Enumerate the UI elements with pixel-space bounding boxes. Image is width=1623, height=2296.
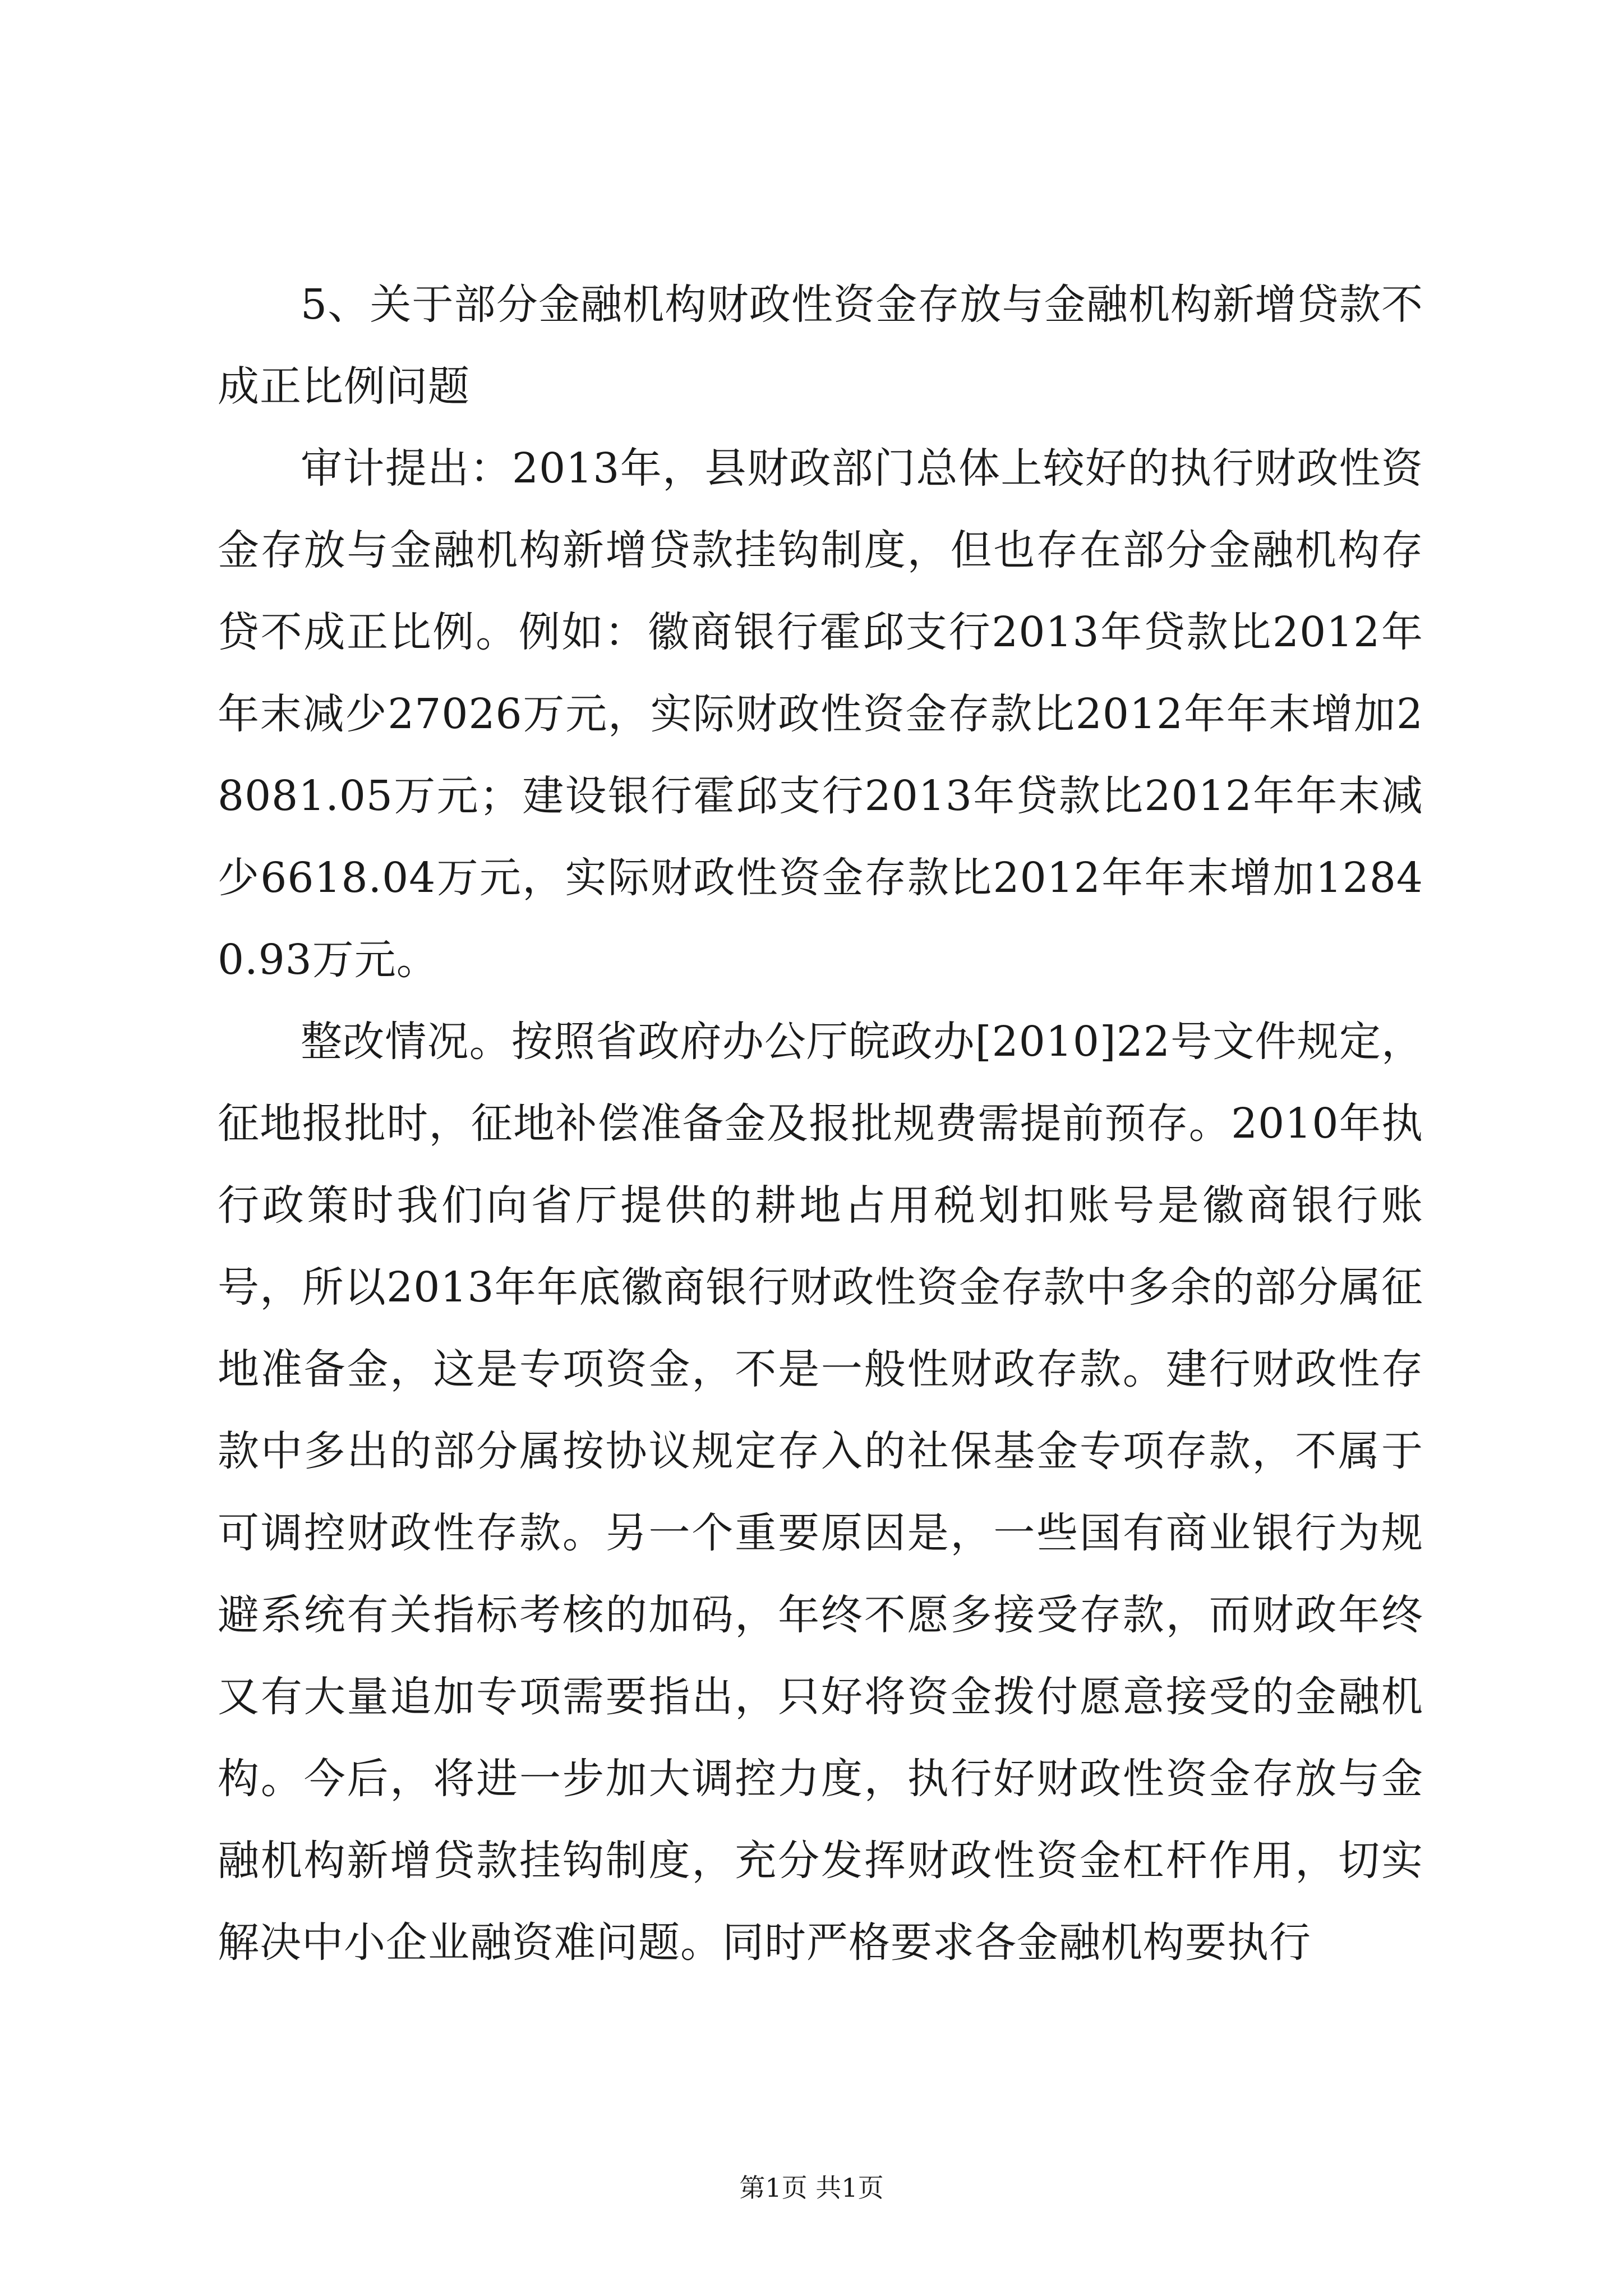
document-body <box>218 264 1423 1984</box>
page-number-footer: 第1页 共1页 <box>739 2173 884 2203</box>
rectification-paragraph: 整改情况。按照省政府办公厅皖政办[2010]22号文件规定，征地报批时，征地补偿准备金及报批规费需提前预存。2010年执行政策时我们向省厅提供的耕地占用税划扣账号是徽商银行账号，所以2013年年底徽商银行财政性资金存款中多余的部分属征地准备金，这是专项资金，不是一般性财政存款。建行财政性存款中多出的部分属按协议规定存入的社保基金专项存款，不属于可调控财政性存款。另一个重要原因是，一些国有商业银行为规避系统有关指标考核的加码，年终不愿多接受存款，而财政年终又有大量追加专项需要指出，只好将资金拨付愿意接受的金融机构。今后，将进一步加大调控力度，执行好财政性资金存放与金融机构新增贷款挂钩制度，充分发挥财政性资金杠杆作用，切实解决中小企业融资难问题。同时严格要求各金融机构要执行 <box>218 1018 1423 1967</box>
section-heading-paragraph: 5、关于部分金融机构财政性资金存放与金融机构新增贷款不成正比例问题 <box>218 280 1423 411</box>
audit-finding-paragraph: 审计提出：2013年，县财政部门总体上较好的执行财政性资金存放与金融机构新增贷款挂钩制度，但也存在部分金融机构存贷不成正比例。例如：徽商银行霍邱支行2013年贷款比2012年年末减少27026万元，实际财政性资金存款比2012年年末增加28081.05万元；建设银行霍邱支行2013年贷款比2012年年末减少6618.04万元，实际财政性资金存款比2012年年末增加12840.93万元。 <box>218 444 1423 984</box>
